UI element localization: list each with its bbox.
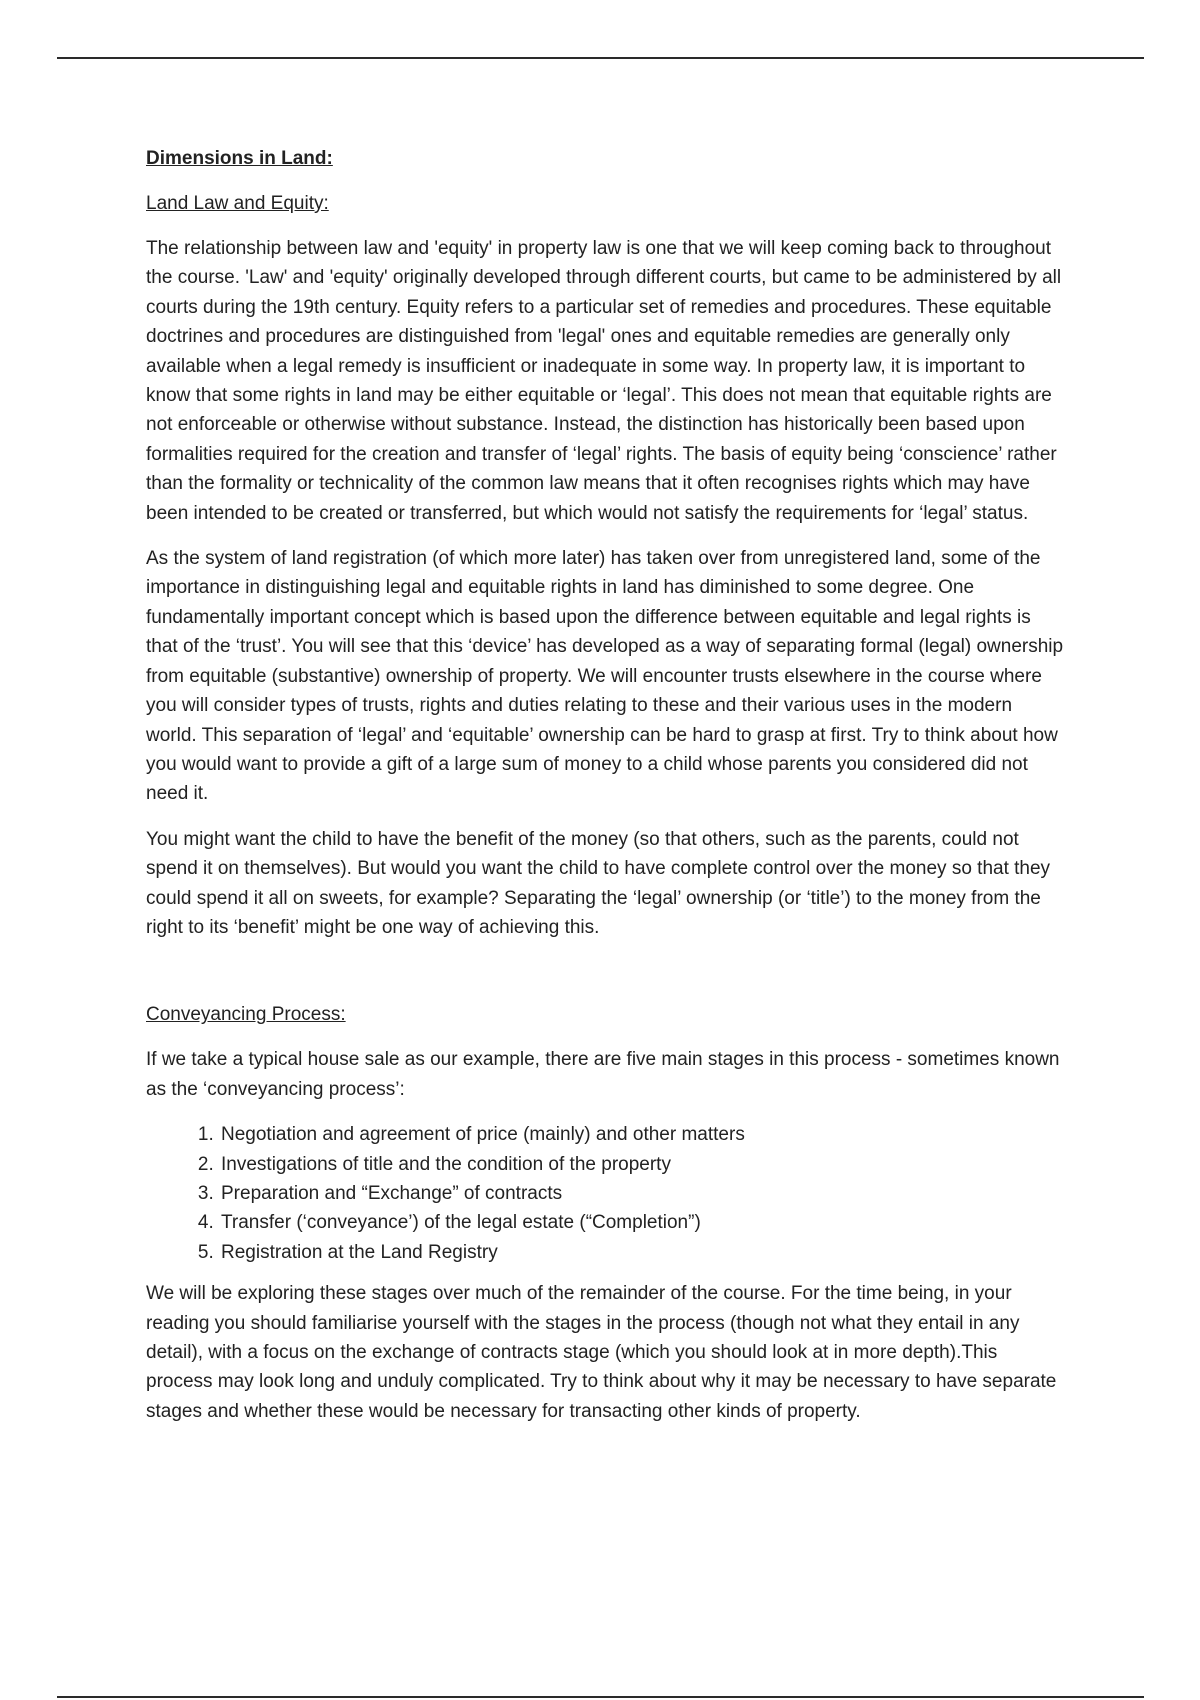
paragraph-gift-example: You might want the child to have the benefit of the money (so that others, such as the parents, could not spend it on themselves). But would you want the child to have complete control over the money so that they could spend it all on sweets, for example? Separating the ‘legal’ ownership (or ‘title’) to the money from the right to its ‘benefit’ might be one way of achieving this. bbox=[146, 828, 1051, 938]
footer-rule bbox=[57, 1696, 1144, 1698]
document-body bbox=[146, 144, 1066, 1442]
paragraph-land-registration: As the system of land registration (of which more later) has taken over from unregistered land, some of the importance in distinguishing legal and equitable rights in land has diminished to some degree. One fundamentally important concept which is based upon the difference between equitable and legal rights is that of the ‘trust’. You will see that this ‘device’ has developed as a way of separating formal (legal) ownership from equitable (substantive) ownership of property. We will encounter trusts elsewhere in the course where you will consider types of trusts, rights and duties relating to these and their various uses in the modern world. This separation of ‘legal’ and ‘equitable’ ownership can be hard to grasp at first. Try to think about how you would want to provide a gift of a large sum of money to a child whose parents you considered did not need it. bbox=[146, 548, 1064, 805]
list-item: 5. Registration at the Land Registry bbox=[219, 1238, 1066, 1267]
paragraph-conveyancing-intro: If we take a typical house sale as our example, there are five main stages in this process - sometimes known as the ‘conveyancing process’: bbox=[146, 1049, 1060, 1100]
section-spacer bbox=[146, 958, 1066, 1000]
list-item: 2. Investigations of title and the condition of the property bbox=[219, 1150, 1066, 1179]
section-heading-land-law-equity: Land Law and Equity: bbox=[146, 193, 329, 214]
paragraph-law-and-equity: The relationship between law and 'equity' in property law is one that we will keep coming back to throughout the course. 'Law' and 'equity' originally developed through different courts, but came to be administered by all courts during the 19th century. Equity refers to a particular set of remedies and procedures. These equitable doctrines and procedures are distinguished from 'legal' ones and equitable remedies are generally only available when a legal remedy is insufficient or inadequate in some way. In property law, it is important to know that some rights in land may be either equitable or ‘legal’. This does not mean that equitable rights are not enforceable or otherwise without substance. Instead, the distinction has historically been based upon formalities required for the creation and transfer of ‘legal’ rights. The basis of equity being ‘conscience’ rather than the formality or technicality of the common law means that it often recognises rights which may have been intended to be created or transferred, but which would not satisfy the requirements for ‘legal’ status. bbox=[146, 238, 1062, 524]
section-heading-conveyancing: Conveyancing Process: bbox=[146, 1004, 346, 1026]
list-item: 4. Transfer (‘conveyance’) of the legal estate (“Completion”) bbox=[219, 1208, 1066, 1237]
conveyancing-stages-list bbox=[146, 1120, 1066, 1267]
document-title: Dimensions in Land: bbox=[146, 148, 333, 169]
list-item: 3. Preparation and “Exchange” of contracts bbox=[219, 1179, 1066, 1208]
list-item: 1. Negotiation and agreement of price (mainly) and other matters bbox=[219, 1120, 1066, 1149]
paragraph-conveyancing-closing: We will be exploring these stages over much of the remainder of the course. For the time being, in your reading you should familiarise yourself with the stages in the process (though not what they entail in any detail), with a focus on the exchange of contracts stage (which you should look at in more depth).This process may look long and unduly complicated. Try to think about why it may be necessary to have separate stages and whether these would be necessary for transacting other kinds of property. bbox=[146, 1283, 1057, 1422]
header-rule bbox=[57, 57, 1144, 59]
